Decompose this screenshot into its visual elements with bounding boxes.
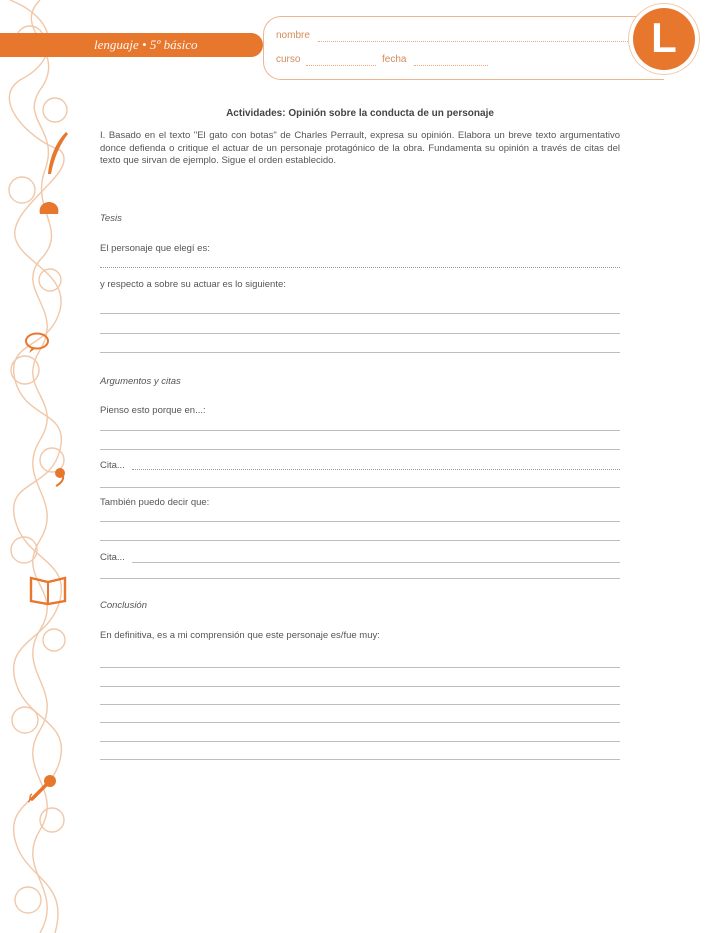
name-field-label: nombre	[276, 30, 310, 41]
tesis-prompt-opinion: y respecto a sobre su actuar es lo siguiente:	[100, 279, 286, 290]
answer-line[interactable]	[100, 267, 620, 268]
argument-2-prompt: También puedo decir que:	[100, 497, 210, 508]
microphone-icon	[24, 772, 60, 804]
answer-line[interactable]	[100, 333, 620, 334]
course-field[interactable]	[276, 54, 300, 65]
answer-line[interactable]	[132, 469, 620, 470]
name-field[interactable]	[276, 30, 310, 41]
subject-badge: L	[633, 8, 695, 70]
speech-bubble-icon	[24, 332, 50, 354]
worksheet-title: Actividades: Opinión sobre la conducta de un personaje	[226, 108, 494, 119]
date-field-line	[414, 64, 488, 66]
open-book-icon	[28, 574, 68, 606]
answer-line[interactable]	[100, 449, 620, 450]
conclusion-label: Conclusión	[100, 600, 147, 611]
answer-line[interactable]	[100, 704, 620, 705]
tesis-prompt-character: El personaje que elegí es:	[100, 243, 210, 254]
course-field-line	[306, 64, 376, 66]
conclusion-prompt: En definitiva, es a mi comprensión que este personaje es/fue muy:	[100, 630, 380, 641]
answer-line[interactable]	[100, 741, 620, 742]
answer-line[interactable]	[100, 540, 620, 541]
instructions-text: I. Basado en el texto "El gato con botas" de Charles Perrault, expresa su opinión. Elabora un breve texto argumentativo donce defienda o critique el actuar de un personaje protagónico de la obra. Fundamenta su opinión a través de citas del texto que sirvan de ejemplo. Sigue el orden establecido.	[100, 130, 620, 166]
quote-1-prompt: Cita...	[100, 460, 125, 471]
arguments-label: Argumentos y citas	[100, 376, 181, 387]
feather-pen-icon	[40, 130, 72, 180]
answer-line[interactable]	[100, 686, 620, 687]
argument-1-prompt: Pienso esto porque en...:	[100, 405, 206, 416]
answer-line[interactable]	[100, 667, 620, 668]
answer-line[interactable]	[100, 722, 620, 723]
student-info-box	[263, 16, 664, 80]
answer-line[interactable]	[100, 313, 620, 314]
date-field[interactable]	[382, 54, 406, 65]
ink-pot-icon	[36, 196, 62, 216]
answer-line[interactable]	[100, 521, 620, 522]
tesis-label: Tesis	[100, 213, 122, 224]
name-field-line	[318, 40, 638, 42]
answer-line[interactable]	[100, 487, 620, 488]
music-note-icon	[52, 466, 68, 488]
quote-2-prompt: Cita...	[100, 552, 125, 563]
answer-line[interactable]	[100, 759, 620, 760]
date-field-label: fecha	[382, 54, 407, 65]
answer-line[interactable]	[100, 430, 620, 431]
subject-label: lenguaje • 5º básico	[94, 37, 198, 52]
course-field-label: curso	[276, 54, 301, 65]
answer-line[interactable]	[100, 578, 620, 579]
subject-header-bar	[0, 33, 263, 57]
answer-line[interactable]	[132, 562, 620, 563]
answer-line[interactable]	[100, 352, 620, 353]
